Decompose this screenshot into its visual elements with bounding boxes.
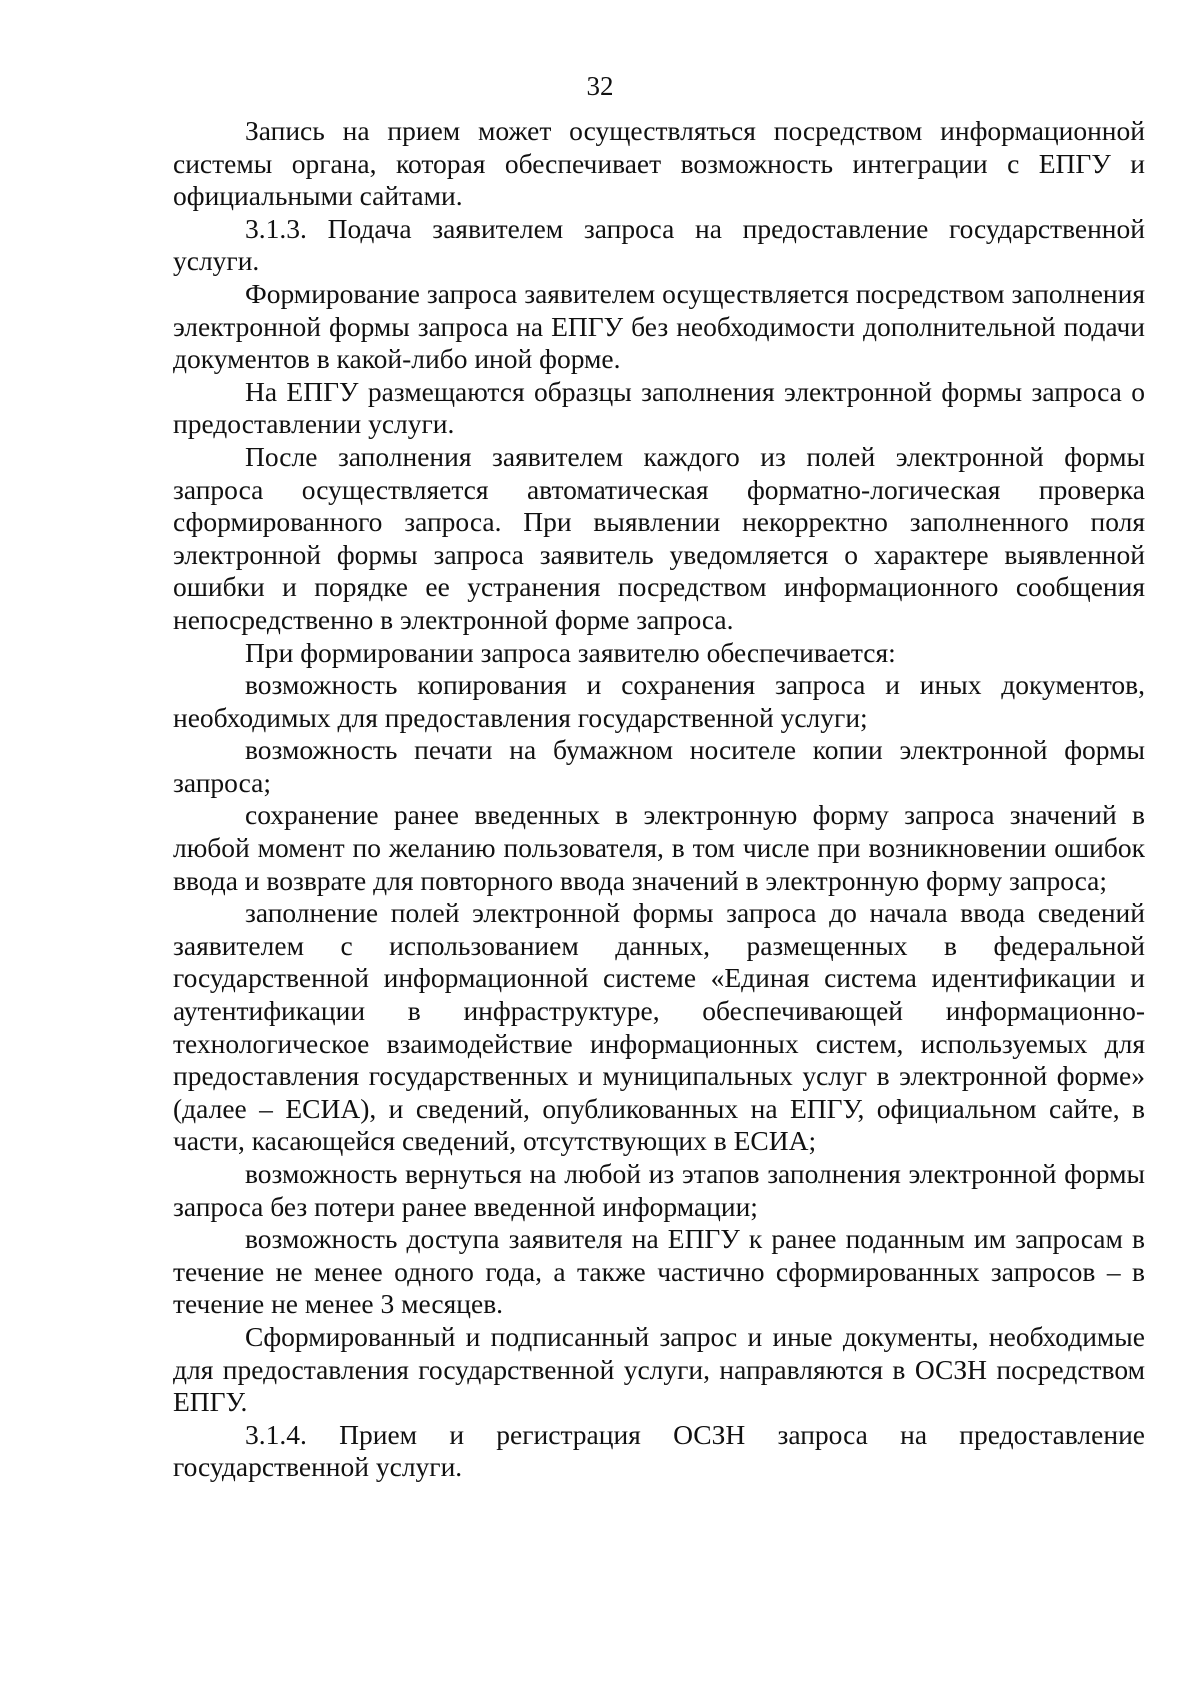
- list-item-esia-autofill: заполнение полей электронной формы запроса до начала ввода сведений заявителем с использованием данных, размещенных в федеральной государственной информационной системе «Единая система идентификации и аутентификации в инфраструктуре, обеспечивающей информационно-технологическое взаимодействие информационных систем, используемых для предоставления государственных и муниципальных услуг в электронной форме» (далее – ЕСИА), и сведений, опубликованных на ЕПГУ, официальном сайте, в части, касающейся сведений, отсутствующих в ЕСИА;: [173, 897, 1145, 1157]
- list-item-save-values: сохранение ранее введенных в электронную форму запроса значений в любой момент по желанию пользователя, в том числе при возникновении ошибок ввода и возврате для повторного ввода значений в электронную форму запроса;: [173, 799, 1145, 896]
- list-item-return-to-step: возможность вернуться на любой из этапов заполнения электронной формы запроса без потери ранее введенной информации;: [173, 1158, 1145, 1222]
- paragraph-submission: Сформированный и подписанный запрос и иные документы, необходимые для предоставления государственной услуги, направляются в ОСЗН посредством ЕПГУ.: [173, 1320, 1145, 1418]
- paragraph-request-formation: Формирование запроса заявителем осуществляется посредством заполнения электронной формы запроса на ЕПГУ без необходимости дополнительной подачи документов в какой-либо иной форме.: [173, 277, 1145, 375]
- paragraph-format-check: После заполнения заявителем каждого из полей электронной формы запроса осуществляется автоматическая форматно-логическая проверка сформированного запроса. При выявлении некорректно заполненного поля электронной формы запроса заявитель уведомляется о характере выявленной ошибки и порядке ее устранения посредством информационного сообщения непосредственно в электронной форме запроса.: [173, 440, 1145, 635]
- paragraph-appointment-system: Запись на прием может осуществляться посредством информационной системы органа, которая обеспечивает возможность интеграции с ЕПГУ и официальными сайтами.: [173, 115, 1145, 212]
- list-item-copy-save: возможность копирования и сохранения запроса и иных документов, необходимых для предоставления государственной услуги;: [173, 669, 1145, 733]
- paragraph-form-samples: На ЕПГУ размещаются образцы заполнения электронной формы запроса о предоставлении услуги.: [173, 375, 1145, 440]
- document-body: [173, 115, 1145, 1484]
- page-number: 32: [586, 71, 614, 101]
- list-item-access-requests: возможность доступа заявителя на ЕПГУ к ранее поданным им запросам в течение не менее одного года, а также частично сформированных запросов – в течение не менее 3 месяцев.: [173, 1223, 1145, 1320]
- section-heading-3-1-3: 3.1.3. Подача заявителем запроса на предоставление государственной услуги.: [173, 212, 1145, 277]
- section-heading-3-1-4: 3.1.4. Прием и регистрация ОСЗН запроса на предоставление государственной услуги.: [173, 1418, 1145, 1483]
- list-item-print: возможность печати на бумажном носителе копии электронной формы запроса;: [173, 734, 1145, 798]
- paragraph-provided-features: При формировании запроса заявителю обеспечивается:: [245, 636, 896, 668]
